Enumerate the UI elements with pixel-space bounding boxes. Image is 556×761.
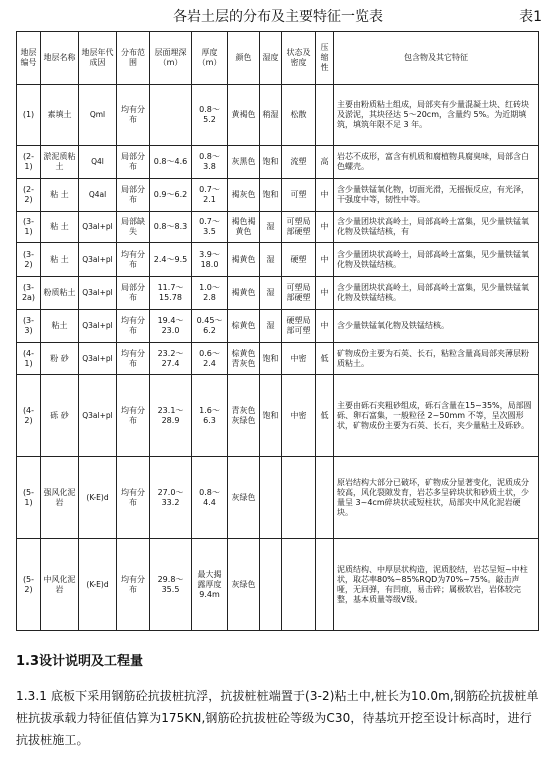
layer-distribution: 均有分布 xyxy=(117,243,150,277)
layer-distribution: 均有分布 xyxy=(117,85,150,146)
layer-depth: 2.4～9.5 xyxy=(150,243,192,277)
layer-age: (K-E)d xyxy=(79,539,117,631)
layer-moisture xyxy=(260,539,282,631)
layer-distribution: 局部分布 xyxy=(117,179,150,212)
layer-thickness: 0.7～2.1 xyxy=(192,179,228,212)
header-cell: 湿度 xyxy=(260,32,282,85)
layer-color: 灰黑色 xyxy=(228,146,260,179)
layer-age: Q3al+pl xyxy=(79,375,117,457)
layer-thickness: 1.0～2.8 xyxy=(192,277,228,310)
layer-name: 中风化泥 岩 xyxy=(41,539,79,631)
section-title: 1.3设计说明及工程量 xyxy=(16,654,144,669)
table-row xyxy=(17,310,539,343)
layer-distribution: 均有分布 xyxy=(117,310,150,343)
layer-state: 硬塑局部可塑 xyxy=(282,310,316,343)
layer-depth: 0.8～4.6 xyxy=(150,146,192,179)
layer-moisture: 湿 xyxy=(260,277,282,310)
table-row xyxy=(17,179,539,212)
layer-description: 主要由砾石夹粗砂组成，砾石含量在15~35%，局部圆砾、卵石富集，一般粒径 2~50mm 不等，呈次圆形状，矿物成份主要为石英、长石，夹少量粘土及砾砂。 xyxy=(334,375,539,457)
table-row xyxy=(17,343,539,375)
layer-depth: 0.8～8.3 xyxy=(150,212,192,243)
header-cell: 压缩性 xyxy=(316,32,334,85)
layer-thickness: 1.6～6.3 xyxy=(192,375,228,457)
layer-age: Q3al+pl xyxy=(79,310,117,343)
layer-age: (K-E)d xyxy=(79,457,117,539)
layer-moisture: 饱和 xyxy=(260,375,282,457)
layer-age: Q4l xyxy=(79,146,117,179)
layer-compressibility: 中 xyxy=(316,212,334,243)
layer-description: 主要由粉质粘土组成，局部夹有少量混凝土块、红砖块及淤泥，其块径达 5～20cm，含量约 5%。为近期填筑，填筑年限不足 3 年。 xyxy=(334,85,539,146)
layer-state xyxy=(282,539,316,631)
layer-compressibility: 中 xyxy=(316,179,334,212)
layer-depth: 29.8～35.5 xyxy=(150,539,192,631)
layer-age: Q3al+pl xyxy=(79,343,117,375)
layer-depth: 0.9～6.2 xyxy=(150,179,192,212)
layer-color: 褐灰色 xyxy=(228,179,260,212)
layer-moisture: 饱和 xyxy=(260,343,282,375)
layer-age: Q3al+pl xyxy=(79,243,117,277)
layer-distribution: 均有分布 xyxy=(117,457,150,539)
table-row xyxy=(17,243,539,277)
layer-distribution: 局部分布 xyxy=(117,277,150,310)
layer-depth xyxy=(150,85,192,146)
table-header-row xyxy=(17,32,539,85)
layer-moisture: 稍湿 xyxy=(260,85,282,146)
layer-thickness: 0.45～6.2 xyxy=(192,310,228,343)
table-row xyxy=(17,212,539,243)
layer-id: (3-1) xyxy=(17,212,41,243)
layer-thickness: 3.9～18.0 xyxy=(192,243,228,277)
layer-thickness: 0.8～3.8 xyxy=(192,146,228,179)
header-cell: 颜色 xyxy=(228,32,260,85)
layer-name: 强风化泥 岩 xyxy=(41,457,79,539)
table-row xyxy=(17,457,539,539)
layer-color: 灰绿色 xyxy=(228,539,260,631)
layer-color: 褐黄色 xyxy=(228,243,260,277)
layer-moisture: 饱和 xyxy=(260,179,282,212)
layer-description: 含少量铁锰氧化物，切面光滑，无摇振反应，有光泽，干强度中等，韧性中等。 xyxy=(334,179,539,212)
layer-distribution: 均有分布 xyxy=(117,375,150,457)
layer-name: 粘 土 xyxy=(41,179,79,212)
layer-color: 黄褐色 xyxy=(228,85,260,146)
header-cell: 厚度（m） xyxy=(192,32,228,85)
layer-id: (5-1) xyxy=(17,457,41,539)
layer-id: (2-2) xyxy=(17,179,41,212)
layer-description: 含少量团块状高岭土，局部高岭土富集，见少量铁锰氧化物及铁锰结核。 xyxy=(334,243,539,277)
layer-depth: 19.4～23.0 xyxy=(150,310,192,343)
layer-age: Q3al+pl xyxy=(79,277,117,310)
layer-compressibility: 中 xyxy=(316,277,334,310)
layer-color: 棕黄色青灰色 xyxy=(228,343,260,375)
design-paragraph: 1.3.1 底板下采用钢筋砼抗拔桩抗浮，抗拔桩桩端置于(3-2)粘土中,桩长为10.0m,钢筋砼抗拔桩单桩抗拔承载力特征值估算为175KN,钢筋砼抗拔桩砼等级为C30，待基坑开挖至设计标高时，进行抗拔桩施工。 xyxy=(16,689,539,747)
layer-name: 粉 砂 xyxy=(41,343,79,375)
layer-compressibility xyxy=(316,539,334,631)
header-cell: 地层年代成因 xyxy=(79,32,117,85)
layer-name: 素填土 xyxy=(41,85,79,146)
header-cell: 包含物及其它特征 xyxy=(334,32,539,85)
layer-moisture xyxy=(260,457,282,539)
soil-layer-table xyxy=(16,31,539,631)
layer-moisture: 湿 xyxy=(260,310,282,343)
layer-state: 中密 xyxy=(282,343,316,375)
layer-compressibility: 中 xyxy=(316,243,334,277)
header-cell: 层面埋深（m） xyxy=(150,32,192,85)
table-number: 表1 xyxy=(519,9,542,25)
layer-name: 粘土 xyxy=(41,310,79,343)
header-cell: 分布范围 xyxy=(117,32,150,85)
layer-distribution: 局部分布 xyxy=(117,146,150,179)
layer-depth: 11.7～15.78 xyxy=(150,277,192,310)
title-row xyxy=(0,6,556,28)
layer-moisture: 湿 xyxy=(260,243,282,277)
layer-name: 粘 土 xyxy=(41,212,79,243)
layer-id: (3-2a) xyxy=(17,277,41,310)
layer-state: 流塑 xyxy=(282,146,316,179)
layer-age: Q4al xyxy=(79,179,117,212)
layer-distribution: 均有分布 xyxy=(117,539,150,631)
layer-depth: 27.0～33.2 xyxy=(150,457,192,539)
layer-compressibility xyxy=(316,85,334,146)
layer-color: 青灰色灰绿色 xyxy=(228,375,260,457)
layer-name: 粘 土 xyxy=(41,243,79,277)
layer-id: (5-2) xyxy=(17,539,41,631)
layer-description: 含少量团块状高岭土，局部高岭土富集，见少量铁锰氧化物及铁锰结核，有 xyxy=(334,212,539,243)
layer-color: 棕黄色 xyxy=(228,310,260,343)
layer-age: Q3al+pl xyxy=(79,212,117,243)
layer-id: (4-1) xyxy=(17,343,41,375)
layer-color: 灰绿色 xyxy=(228,457,260,539)
layer-compressibility: 高 xyxy=(316,146,334,179)
layer-name: 砾 砂 xyxy=(41,375,79,457)
layer-moisture: 湿 xyxy=(260,212,282,243)
layer-id: (3-2) xyxy=(17,243,41,277)
layer-compressibility xyxy=(316,457,334,539)
layer-moisture: 饱和 xyxy=(260,146,282,179)
layer-compressibility: 中 xyxy=(316,310,334,343)
layer-name: 粉质粘土 xyxy=(41,277,79,310)
layer-depth: 23.2～27.4 xyxy=(150,343,192,375)
layer-id: (4-2) xyxy=(17,375,41,457)
layer-compressibility: 低 xyxy=(316,343,334,375)
layer-thickness: 0.6～2.4 xyxy=(192,343,228,375)
layer-id: (3-3) xyxy=(17,310,41,343)
layer-description: 岩芯不成形，富含有机质和腐植物具腐臭味，局部含白色螺壳。 xyxy=(334,146,539,179)
layer-thickness: 0.8～4.4 xyxy=(192,457,228,539)
table-row xyxy=(17,277,539,310)
layer-state: 可塑 xyxy=(282,179,316,212)
layer-description: 含少量团块状高岭土，局部高岭土富集，见少量铁锰氧化物及铁锰结核。 xyxy=(334,277,539,310)
layer-description: 原岩结构大部分已破坏，矿物成分显著变化，泥质成分较高，风化裂隙发育，岩芯多呈碎块状和砂质土状，少量呈 3~4cm碎块状或短柱状，局部夹中风化泥岩硬块。 xyxy=(334,457,539,539)
layer-state: 可塑局部硬塑 xyxy=(282,212,316,243)
layer-compressibility: 低 xyxy=(316,375,334,457)
layer-state: 中密 xyxy=(282,375,316,457)
layer-state: 硬塑 xyxy=(282,243,316,277)
layer-id: (2-1) xyxy=(17,146,41,179)
layer-color: 褐黄色 xyxy=(228,277,260,310)
layer-id: (1) xyxy=(17,85,41,146)
table-title: 各岩土层的分布及主要特征一览表 xyxy=(173,9,383,25)
header-cell: 状态及密度 xyxy=(282,32,316,85)
table-row xyxy=(17,85,539,146)
table-row xyxy=(17,539,539,631)
layer-thickness: 0.7～3.5 xyxy=(192,212,228,243)
layer-thickness: 最大揭露厚度9.4m xyxy=(192,539,228,631)
layer-distribution: 局部缺失 xyxy=(117,212,150,243)
layer-description: 泥质结构、中厚层状构造，泥质胶结，岩芯呈短~中柱状，取芯率80%~85%RQD为70%~75%。敲击声哑，无回弹，有凹痕，易击碎；属极软岩，岩体较完整，基本质量等级V级。 xyxy=(334,539,539,631)
table-row xyxy=(17,146,539,179)
layer-depth: 23.1～28.9 xyxy=(150,375,192,457)
layer-description: 矿物成份主要为石英、长石，粘粒含量高局部夹薄层粉质粘土。 xyxy=(334,343,539,375)
header-cell: 地层名称 xyxy=(41,32,79,85)
layer-state: 松散 xyxy=(282,85,316,146)
layer-distribution: 均有分布 xyxy=(117,343,150,375)
layer-color: 褐色褐黄色 xyxy=(228,212,260,243)
layer-description: 含少量铁锰氧化物及铁锰结核。 xyxy=(334,310,539,343)
layer-state: 可塑局部硬塑 xyxy=(282,277,316,310)
layer-thickness: 0.8～5.2 xyxy=(192,85,228,146)
header-cell: 地层编号 xyxy=(17,32,41,85)
table-row xyxy=(17,375,539,457)
layer-age: Qml xyxy=(79,85,117,146)
layer-name: 淤泥质粘土 xyxy=(41,146,79,179)
layer-state xyxy=(282,457,316,539)
